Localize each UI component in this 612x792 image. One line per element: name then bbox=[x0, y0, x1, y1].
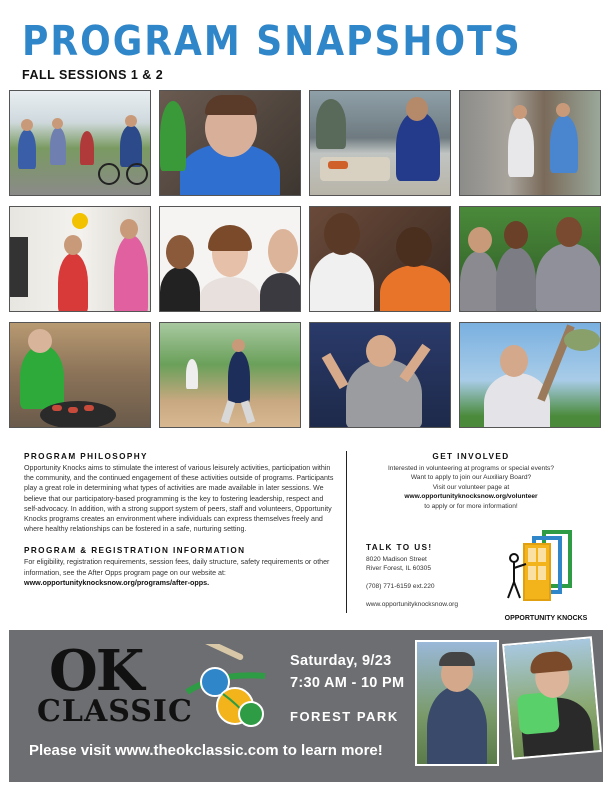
contact-city: River Forest, IL 60305 bbox=[366, 565, 431, 573]
photo-baseball bbox=[159, 322, 301, 428]
contact-heading: TALK TO US! bbox=[366, 543, 433, 552]
ok-classic-logo bbox=[29, 638, 279, 734]
photo-posing bbox=[159, 206, 301, 312]
philosophy-section bbox=[24, 452, 334, 587]
get-involved-line2: Want to apply to join our Auxiliary Board? bbox=[410, 474, 532, 482]
opportunity-knocks-logo bbox=[500, 528, 592, 622]
get-involved-section bbox=[356, 452, 586, 511]
logo-classic: CLASSIC bbox=[37, 694, 193, 729]
contact-section bbox=[366, 543, 496, 610]
event-time: 7:30 AM - 10 PM bbox=[290, 675, 405, 691]
photo-celebration bbox=[309, 322, 451, 428]
logo-name: OPPORTUNITY KNOCKS bbox=[504, 615, 588, 622]
philosophy-heading: PROGRAM PHILOSOPHY bbox=[24, 452, 148, 461]
photo-grid bbox=[9, 90, 603, 432]
door-icon bbox=[500, 528, 592, 608]
event-date: Saturday, 9/23 bbox=[290, 653, 392, 669]
contact-website[interactable]: www.opportunityknocksnow.org bbox=[366, 601, 458, 609]
contact-street: 8020 Madison Street bbox=[366, 556, 427, 563]
photo-grilling bbox=[9, 322, 151, 428]
get-involved-line4: to apply or for more information! bbox=[424, 502, 518, 510]
photo-event-left bbox=[415, 640, 499, 766]
photo-ball-game bbox=[9, 206, 151, 312]
registration-body: For eligibility, registration requirements, session fees, daily structure, safety requirements or other information, see the After Opps program page on our website at: bbox=[24, 558, 330, 577]
get-involved-line3: Visit our volunteer page at bbox=[432, 483, 510, 491]
photo-smiling bbox=[159, 90, 301, 196]
contact-phone: (708) 771-6159 ext.220 bbox=[366, 582, 435, 590]
column-divider bbox=[346, 451, 347, 613]
get-involved-line1: Interested in volunteering at programs or special events? bbox=[387, 465, 555, 472]
event-visit-text[interactable]: Please visit www.theokclassic.com to learn more! bbox=[29, 742, 383, 759]
page-subtitle: FALL SESSIONS 1 & 2 bbox=[22, 68, 164, 82]
photo-event-right bbox=[502, 636, 602, 759]
photo-bikes bbox=[9, 90, 151, 196]
get-involved-heading: GET INVOLVED bbox=[432, 452, 510, 461]
photo-outdoors bbox=[459, 322, 601, 428]
sports-balls-icon bbox=[177, 644, 267, 734]
event-banner bbox=[9, 630, 603, 782]
photo-group bbox=[459, 206, 601, 312]
registration-link[interactable]: www.opportunityknocksnow.org/programs/after-opps. bbox=[24, 577, 210, 587]
event-details bbox=[290, 650, 404, 728]
registration-heading: PROGRAM & REGISTRATION INFORMATION bbox=[24, 546, 246, 556]
event-location: FOREST PARK bbox=[290, 709, 399, 724]
photo-friends bbox=[309, 206, 451, 312]
logo-ok: OK bbox=[49, 638, 143, 704]
photo-running bbox=[459, 90, 601, 196]
volunteer-link[interactable]: www.opportunityknocksnow.org/volunteer bbox=[404, 493, 538, 501]
page-title: PROGRAM SNAPSHOTS bbox=[22, 18, 522, 66]
photo-cooking bbox=[309, 90, 451, 196]
philosophy-body: Opportunity Knocks aims to stimulate the interest of various leisurely activities, participation within the community, and the continued engagement of these activities outside of programs. Participants play a great role in determining what types of activities are made available in later sessions. We believe that our participatory-based programming is the key to fostering leadership, respect and self-advocacy. In addition, with a strong support system of peers, staff and volunteers, Opportunity Knocks programs creates an environment where individuals can express themselves freely and where healthy relationships can be fostered in a safe, nurturing setting. bbox=[24, 464, 334, 534]
